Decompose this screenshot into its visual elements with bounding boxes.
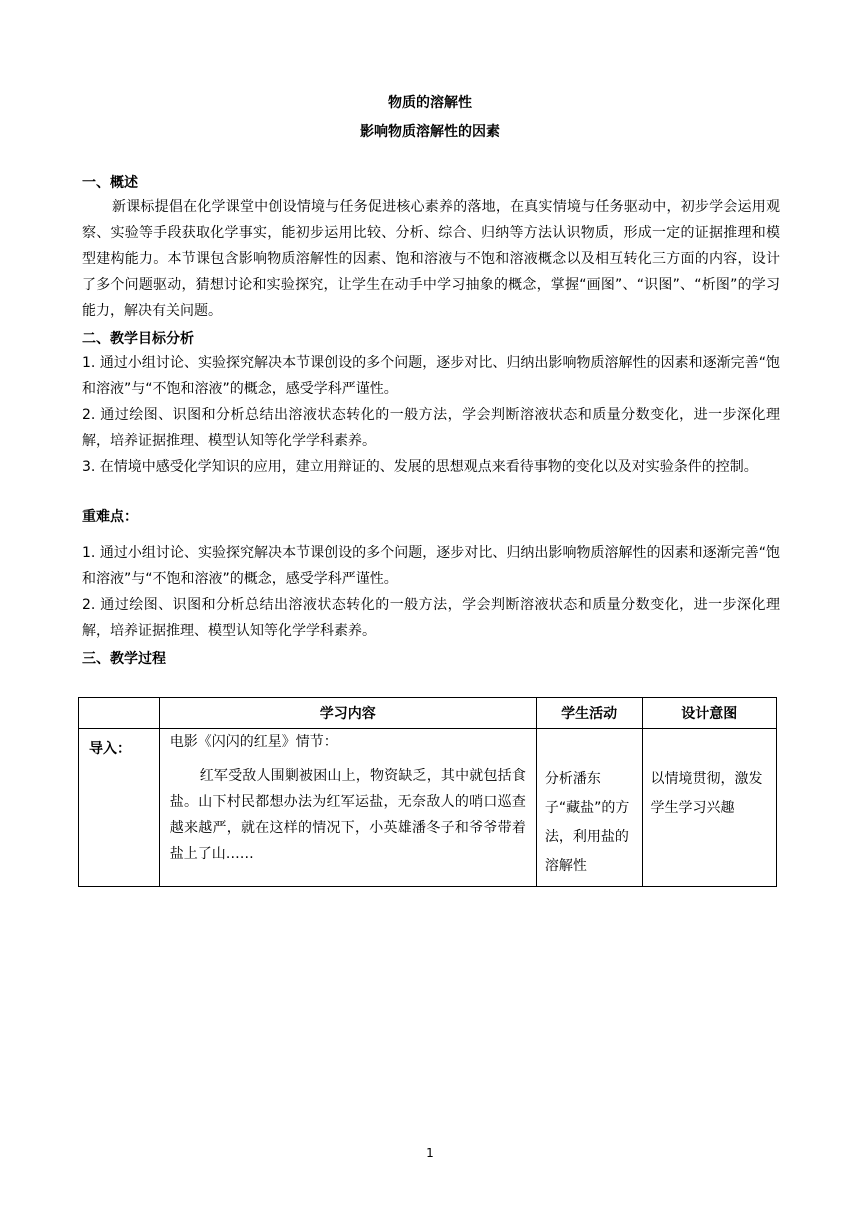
intent-cell <box>642 729 777 887</box>
page-number: 1 <box>426 1146 434 1160</box>
content-cell <box>159 729 536 887</box>
document-title: 物质的溶解性 <box>388 95 472 111</box>
goal-item-3: 3. 在情境中感受化学知识的应用，建立用辩证的、发展的思想观点来看待事物的变化以及对实验条件的控制。 <box>82 459 758 475</box>
header-stage <box>79 698 160 729</box>
key-point-item-2: 2. 通过绘图、识图和分析总结出溶液状态转化的一般方法，学会判断溶液状态和质量分数变化，进一步深化理解，培养证据推理、模型认知等化学学科素养。 <box>82 597 780 639</box>
table-row <box>79 729 777 887</box>
goal-item-2: 2. 通过绘图、识图和分析总结出溶液状态转化的一般方法，学会判断溶液状态和质量分数变化，进一步深化理解，培养证据推理、模型认知等化学学科素养。 <box>82 407 780 449</box>
process-heading: 三、教学过程 <box>82 651 166 667</box>
goals-heading: 二、教学目标分析 <box>82 331 194 347</box>
table-header-row <box>79 698 777 729</box>
overview-heading: 一、概述 <box>82 175 138 191</box>
intent-text: 以情境贯彻，激发学生学习兴趣 <box>650 771 763 816</box>
activity-cell <box>536 729 642 887</box>
document-subtitle: 影响物质溶解性的因素 <box>360 124 500 140</box>
content-body: 红军受敌人围剿被困山上，物资缺乏，其中就包括食盐。山下村民都想办法为红军运盐，无奈敌人的哨口巡查越来越严，就在这样的情况下，小英雄潘冬子和爷爷带着盐上了山…… <box>169 768 526 862</box>
stage-label: 导入： <box>89 741 131 757</box>
lesson-process-table <box>78 697 777 887</box>
activity-text: 分析潘东子“藏盐”的方法，利用盐的溶解性 <box>544 771 630 874</box>
header-activity: 学生活动 <box>536 698 642 729</box>
content-title: 电影《闪闪的红星》情节： <box>169 734 338 750</box>
key-points-heading: 重难点： <box>82 509 138 525</box>
header-intent: 设计意图 <box>642 698 777 729</box>
key-point-item-1: 1. 通过小组讨论、实验探究解决本节课创设的多个问题，逐步对比、归纳出影响物质溶解性的因素和逐渐完善“饱和溶液”与“不饱和溶液”的概念，感受学科严谨性。 <box>82 545 780 587</box>
stage-cell <box>79 729 160 887</box>
overview-paragraph: 新课标提倡在化学课堂中创设情境与任务促进核心素养的落地，在真实情境与任务驱动中，初步学会运用观察、实验等手段获取化学事实，能初步运用比较、分析、综合、归纳等方法认识物质，形成一定的证据推理和模型建构能力。本节课包含影响物质溶解性的因素、饱和溶液与不饱和溶液概念以及相互转化三方面的内容，设计了多个问题驱动，猜想讨论和实验探究，让学生在动手中学习抽象的概念，掌握“画图”、“识图”、“析图”的学习能力，解决有关问题。 <box>82 199 780 319</box>
goal-item-1: 1. 通过小组讨论、实验探究解决本节课创设的多个问题，逐步对比、归纳出影响物质溶解性的因素和逐渐完善“饱和溶液”与“不饱和溶液”的概念，感受学科严谨性。 <box>82 355 780 397</box>
header-content: 学习内容 <box>159 698 536 729</box>
